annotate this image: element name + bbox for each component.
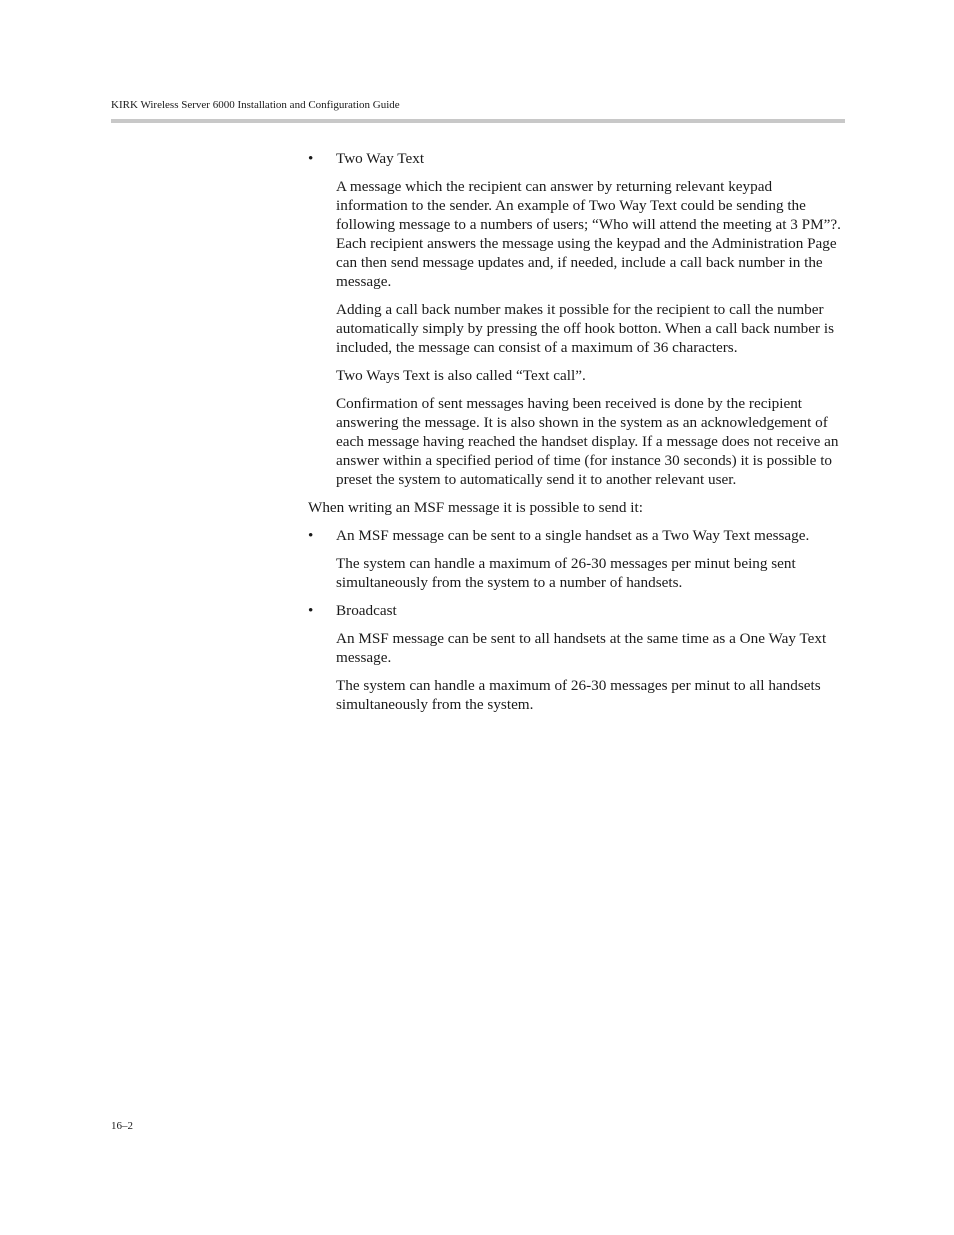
bullet-item-broadcast [308, 601, 844, 620]
paragraph: Confirmation of sent messages having been received is done by the recipient answering the message. It is also shown in the system as an acknowledgement of each message having reached the handset display. If a message does not receive an answer within a specified period of time (for instance 30 seconds) it is possible to preset the system to automatically send it to another relevant user. [336, 395, 839, 488]
bullet-mark: • [308, 602, 314, 619]
paragraph: The system can handle a maximum of 26-30 messages per minut being sent simultaneously from the system to a number of handsets. [336, 555, 796, 591]
running-header: KIRK Wireless Server 6000 Installation and Configuration Guide [111, 99, 400, 111]
paragraph: Adding a call back number makes it possible for the recipient to call the number automatically simply by pressing the off hook botton. When a call back number is included, the message can consist of a maximum of 36 characters. [336, 301, 834, 356]
paragraph: An MSF message can be sent to all handsets at the same time as a One Way Text message. [336, 630, 827, 666]
header-rule [111, 119, 845, 123]
bullet-item-single-handset [308, 526, 844, 545]
page-body [308, 149, 844, 723]
bullet-label: An MSF message can be sent to a single handset as a Two Way Text message. [336, 527, 810, 544]
bullet-mark: • [308, 527, 314, 544]
bullet-label: Broadcast [336, 602, 397, 619]
page-number: 16–2 [111, 1120, 133, 1132]
paragraph: The system can handle a maximum of 26-30 messages per minut to all handsets simultaneously from the system. [336, 677, 821, 713]
bullet-item-two-way-text [308, 149, 844, 168]
bullet-label: Two Way Text [336, 150, 425, 167]
bullet-mark: • [308, 150, 314, 167]
paragraph: Two Ways Text is also called “Text call”. [336, 367, 586, 384]
paragraph: A message which the recipient can answer by returning relevant keypad information to the sender. An example of Two Way Text could be sending the following message to a numbers of users; “Who will attend the meeting at 3 PM”?. Each recipient answers the message using the keypad and the Administration Page can then send message updates and, if needed, include a call back number in the message. [336, 178, 841, 290]
intro-paragraph: When writing an MSF message it is possible to send it: [308, 499, 643, 516]
